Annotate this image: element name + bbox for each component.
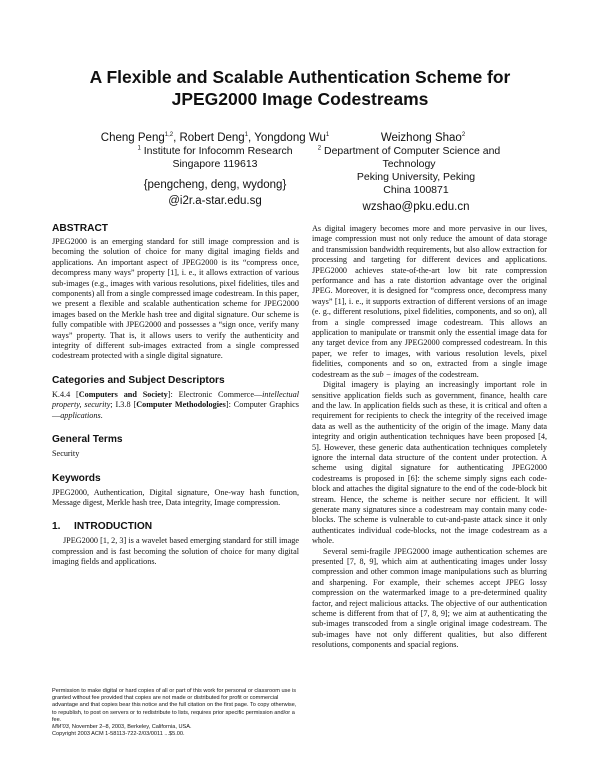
abstract-heading: ABSTRACT (52, 223, 109, 234)
intro-paragraph-1: As digital imagery becomes more and more pervasive in our lives, image compression must not only reduce the amount of data storage and transmission bandwidth requirements, but also allow extraction for processing and targeting for different devices and applications. JPEG2000 achieves state-of-the-art low bit rate compression performance and has a rate distortion advantage over the original JPEG. Moreover, it is designed for “compress once, decompress many ways” [1], i. e., it supports extraction of different versions of an image (e. g., different resolutions, pixel fidelities, components, and so on), all from a single compressed image codestream. This allows an application to manipulate or transmit only the essential image data for any target device from any JPEG2000 compressed codestream. In this paper, we refer to images, with various resolution levels, pixel fidelities, components and so on, extracted from a single image codestream as the sub − images of the codestream. (312, 224, 547, 379)
author-name: Robert Deng (179, 132, 245, 144)
affiliation-2: $^2$ Department of Computer Science and Technology (317, 145, 501, 170)
intro-paragraph-3: Several semi-fragile JPEG2000 image authentication schemes are presented [7, 8, 9], which aim at authenticating images under lossy compression and other common image manipulations such as blurring and sharpening. For example, their schemes accept JPEG lossy compression on the watermarked image to a pre-determined quality factor, and reject malicious attacks. The objective of our authentication scheme is different from that of [7, 8, 9]; we aim at authenticating the sub-images transcoded from a single original image codestream. The sub-images have not only different qualities, but also different resolutions, components and spacial regions. (312, 546, 547, 650)
section-number: 1. (52, 521, 61, 533)
categories-heading: Categories and Subject Descriptors (52, 374, 225, 386)
email-2: wzshao@pku.edu.cn (362, 201, 470, 213)
keywords-text: JPEG2000, Authentication, Digital signature, One-way hash function, Message digest, Merkle hash tree, Data integrity, Image compression. (52, 487, 299, 507)
left-column (52, 222, 299, 568)
author-name: Weizhong Shao (380, 132, 462, 144)
location-2a: Peking University, Peking (356, 171, 476, 183)
affiliation-sup: 1 (137, 145, 141, 152)
author-name: Cheng Peng (100, 132, 165, 144)
author-sup: 1 (244, 132, 249, 139)
general-terms-heading: General Terms (52, 434, 123, 446)
general-terms-text: Security (52, 449, 80, 459)
affiliation-sup: 2 (317, 145, 322, 152)
affiliation-1: $^1$ Institute for Infocomm Research (137, 145, 293, 157)
copyright-line: Copyright 2003 ACM 1-58113-722-2/03/0011 ...$5.00. (52, 731, 185, 738)
intro-heading: 1. INTRODUCTION (52, 521, 153, 533)
author-name: Yongdong Wu (254, 132, 326, 144)
title-line-2: JPEG2000 Image Codestreams (171, 89, 429, 109)
author-block-1 (95, 131, 335, 209)
email-1-line-1: {pengcheng, deng, wydong} (143, 179, 287, 191)
email-1-line-2: @i2r.a-star.edu.sg (168, 195, 262, 207)
intro-text: JPEG2000 [1, 2, 3] is a wavelet based emerging standard for still image compression and is fast becoming the solution of choice for many digital imaging fields and applications. (52, 536, 299, 567)
author-sup: 2 (461, 132, 466, 139)
author-sup: 1 (325, 132, 330, 139)
abstract-text: JPEG2000 is an emerging standard for still image compression and is becoming the solution of choice for many digital imaging fields and applications. An important aspect of JPEG2000 is its “compress once, decompress many ways” property [1], i. e., it allows extraction of various sub-images (e.g., images with various resolutions, pixel fidelities, tiles and components) all from a single compressed image codestream. In this paper, we present a flexible and scalable authentication scheme for JPEG2000 images based on the Merkle hash tree and digital signature. Our scheme is fully compatible with JPEG2000 and possesses a “sign once, verify many ways” property. That is, it allows users to verify the authenticity and integrity of different sub-images extracted from a single compressed codestream protected with a single digital signature. (52, 237, 299, 361)
categories-text: K.4.4 [Computers and Society]: Electronic Commerce—intellectual property, security; I.3.8 [Computer Methodologies]: Computer Graphics—applications. (52, 389, 299, 420)
location-2b: China 100871 (383, 184, 449, 196)
author-names-1: Cheng Peng$^{1,2}$, Robert Deng$^1$, Yongdong Wu$^1$ (100, 132, 330, 144)
permission-footnote (52, 688, 299, 738)
author-names-2 (300, 131, 518, 146)
intro-paragraph-2: Digital imagery is playing an increasingly important role in sensitive application fields such as government, finance, health care and the law. In application fields such as these, it is critical and often a requirement for recipients to check the integrity of the received image data as well as the authenticity of the origin of the image. Many data integrity and origin authentication techniques have been proposed [4, 5]. However, these generic data authentication techniques completely ignore the internal data structure of the content under protection. A scheme using digital signature for authenticating JPEG2000 codestreams is proposed in [6]: the scheme simply signs each code-block and attaches the digital signature to the end of the code-block bit stream. Hence, the scheme is neither secure nor efficient. It will generate many signatures since a codestream may contain many code-blocks. The scheme is vulnerable to cut-and-paste attack since it only authenticates individual code-blocks, not the image codestream as a whole. (312, 380, 547, 546)
title-line-1: A Flexible and Scalable Authentication Scheme for (89, 67, 511, 87)
author-block-2 (300, 131, 518, 215)
paper-title (40, 66, 560, 110)
keywords-heading: Keywords (52, 472, 101, 484)
location-1: Singapore 119613 (172, 158, 258, 170)
venue-line: MM’03, November 2–8, 2003, Berkeley, California, USA. (52, 724, 192, 731)
author-sup: 1,2 (164, 132, 174, 139)
right-column (312, 224, 547, 651)
permission-text: Permission to make digital or hard copies of all or part of this work for personal or classroom use is granted without fee provided that copies are not made or distributed for profit or commercial advantage and that copies bear this notice and the full citation on the first page. To copy otherwise, to republish, to post on servers or to redistribute to lists, requires prior specific permission and/or a fee. (52, 688, 297, 723)
